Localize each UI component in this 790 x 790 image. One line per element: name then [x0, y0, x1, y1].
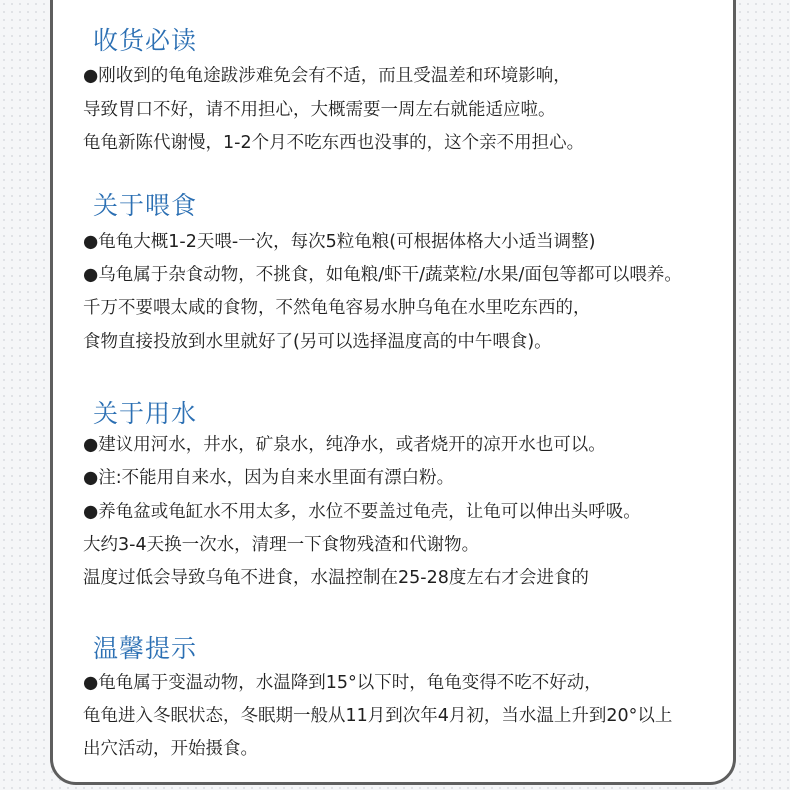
text-line: ●注:不能用自来水，因为自来水里面有漂白粉。: [83, 468, 455, 488]
section-title-receiving: 收货必读: [93, 26, 198, 55]
text-line: 大约3-4天换一次水，清理一下食物残渣和代谢物。: [83, 535, 480, 555]
text-line: ●龟龟属于变温动物，水温降到15°以下时，龟龟变得不吃不好动，: [83, 673, 602, 693]
text-line: ●乌龟属于杂食动物，不挑食，如龟粮/虾干/蔬菜粒/水果/面包等都可以喂养。: [83, 265, 682, 285]
text-line: ●刚收到的龟龟途跋涉难免会有不适，而且受温差和环境影响，: [83, 66, 571, 86]
text-line: ●养龟盆或龟缸水不用太多，水位不要盖过龟壳，让龟可以伸出头呼吸。: [83, 502, 641, 522]
text-line: 温度过低会导致乌龟不进食，水温控制在25-28度左右才会进食的: [83, 568, 589, 588]
text-line: 龟龟进入冬眠状态，冬眠期一般从11月到次年4月初，当水温上升到20°以上: [83, 706, 673, 726]
text-line: ●龟龟大概1-2天喂-一次，每次5粒龟粮(可根据体格大小适当调整): [83, 232, 596, 252]
text-line: 食物直接投放到水里就好了(另可以选择温度高的中午喂食)。: [83, 332, 552, 352]
text-line: 千万不要喂太咸的食物，不然龟龟容易水肿乌龟在水里吃东西的，: [83, 298, 591, 318]
section-title-feeding: 关于喂食: [93, 191, 198, 220]
text-line: 龟龟新陈代谢慢，1-2个月不吃东西也没事的，这个亲不用担心。: [83, 133, 585, 153]
section-title-water: 关于用水: [93, 399, 198, 428]
section-title-tips: 温馨提示: [93, 634, 198, 663]
text-line: 导致胃口不好，请不用担心，大概需要一周左右就能适应啦。: [83, 100, 556, 120]
text-line: ●建议用河水，井水，矿泉水，纯净水，或者烧开的凉开水也可以。: [83, 435, 606, 455]
text-line: 出穴活动，开始摄食。: [83, 739, 258, 759]
